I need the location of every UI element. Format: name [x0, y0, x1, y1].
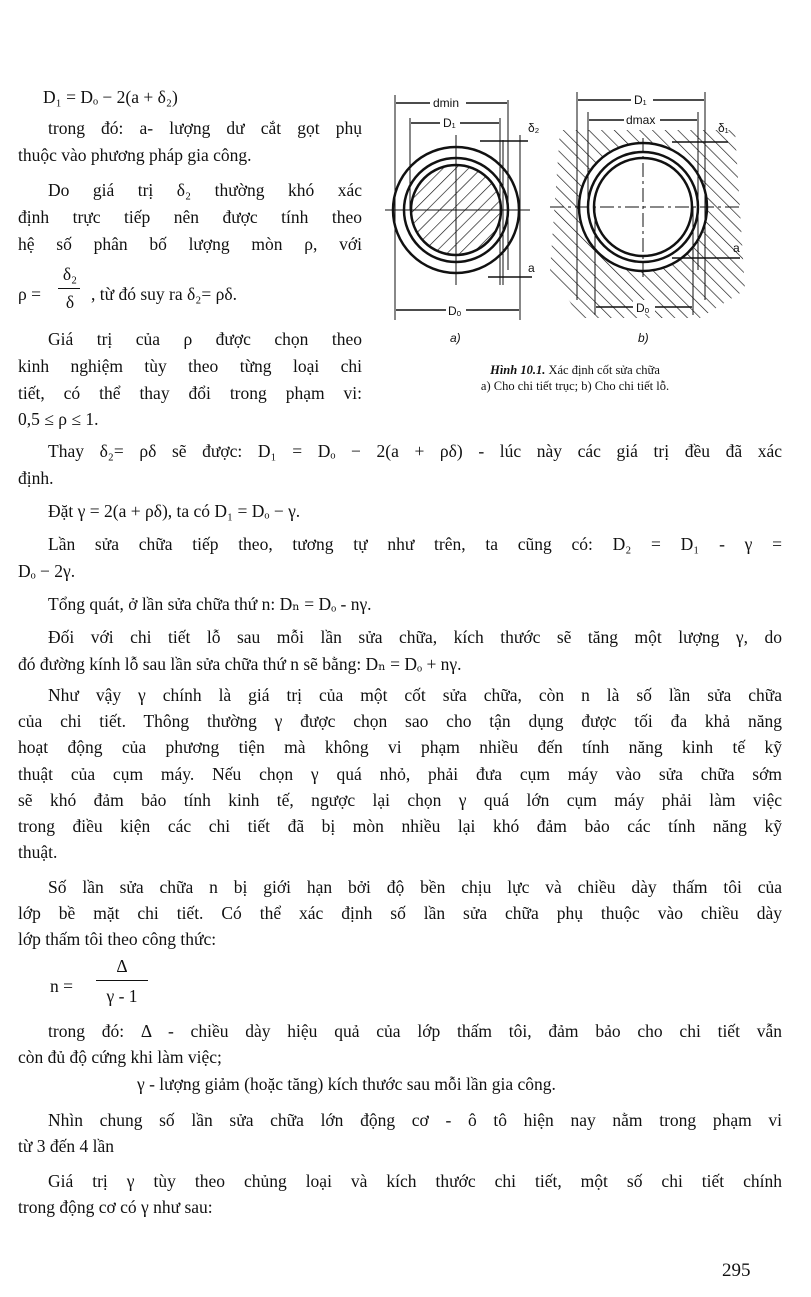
text-line: đó đường kính lỗ sau lần sửa chữa thứ n sẽ bằng: Dₙ = Dₒ + nγ.: [18, 654, 462, 674]
label-delta2: δ₂: [528, 121, 540, 135]
text-line: lớp thấm tôi theo công thức:: [18, 929, 217, 949]
text-line: lớp bề mặt chi tiết. Có thể xác định số lần sửa chữa phụ thuộc vào chiều dày: [18, 903, 782, 923]
label-sub-b: b): [638, 331, 649, 345]
label-a-shaft: a: [528, 261, 535, 275]
text-line: Đặt γ = 2(a + ρδ), ta có D₁ = Dₒ − γ.: [48, 501, 301, 521]
rho-denominator: δ: [65, 292, 75, 312]
text-line: của chi tiết. Thông thường γ được chọn sao cho tận dụng được tối đa khả năng: [18, 711, 782, 731]
fraction-bar: [96, 980, 148, 981]
rho-lhs: ρ =: [18, 284, 41, 304]
text-line: Dₒ − 2γ.: [18, 561, 76, 581]
label-do-b: Dₒ: [636, 301, 650, 315]
label-dmax: dmax: [626, 113, 656, 127]
formula-d1: D₁ = Dₒ − 2(a + δ₂): [43, 87, 178, 107]
text-line: trong điều kiện các chi tiết đã bị mòn nhiều lại khó đảm bảo các tính năng kỹ: [18, 816, 782, 836]
text-line: sẽ khó đảm bảo tính kinh tế, ngược lại chọn γ quá lớn cụm máy phải làm việc: [18, 790, 782, 810]
text-line: Nhìn chung số lần sửa chữa lớn động cơ - ô tô hiện nay nằm trong phạm vi: [48, 1110, 782, 1130]
page-number: 295: [722, 1260, 751, 1281]
label-a-hole: a: [733, 241, 740, 255]
text-line: Giá trị γ tùy theo chủng loại và kích thước chi tiết, một số chi tiết chính: [48, 1171, 782, 1191]
text-line: tiết, có thể thay đổi trong phạm vi:: [18, 383, 362, 403]
text-line: định trực tiếp nên được tính theo: [18, 207, 362, 227]
text-line: Tổng quát, ở lần sửa chữa thứ n: Dₙ = Dₒ - nγ.: [48, 594, 372, 614]
n-lhs: n =: [50, 976, 73, 996]
text-line: từ 3 đến 4 lần: [18, 1136, 114, 1156]
text-line: thuật.: [18, 842, 58, 862]
text-line: 0,5 ≤ ρ ≤ 1.: [18, 409, 99, 429]
rho-numerator: δ₂: [62, 264, 78, 284]
text-line: Giá trị của ρ được chọn theo: [48, 329, 362, 349]
text-line: Lần sửa chữa tiếp theo, tương tự như trên, ta cũng có: D₂ = D₁ - γ =: [48, 534, 782, 554]
label-sub-a: a): [450, 331, 461, 345]
text-line: Đối với chi tiết lỗ sau mỗi lần sửa chữa, kích thước sẽ tăng một lượng γ, do: [48, 627, 782, 647]
n-numerator: Δ: [116, 956, 128, 976]
text-line: hệ số phân bố lượng mòn ρ, với: [18, 234, 362, 254]
text-line: Thay δ₂= ρδ sẽ được: D₁ = Dₒ − 2(a + ρδ) - lúc này các giá trị đều đã xác: [48, 441, 782, 461]
text-line: thuộc vào phương pháp gia công.: [18, 145, 252, 165]
text-line: hoạt động của phương tiện mà không vi phạm nhiều đến tính năng kinh tế kỹ: [18, 737, 782, 757]
text-line: kinh nghiệm tùy theo từng loại chi: [18, 356, 362, 376]
label-do-a: Dₒ: [448, 304, 462, 318]
caption-sub: a) Cho chi tiết trục; b) Cho chi tiết lỗ.: [480, 379, 670, 393]
text-line: còn đủ độ cứng khi làm việc;: [18, 1047, 222, 1067]
text-line: γ - lượng giảm (hoặc tăng) kích thước sau mỗi lần gia công.: [137, 1074, 556, 1094]
text-line: thuật của cụm máy. Nếu chọn γ quá nhỏ, phải đưa cụm máy vào sửa chữa sớm: [18, 764, 782, 784]
caption-text: Xác định cốt sửa chữa: [548, 363, 660, 377]
figure-10-1: [0, 0, 811, 400]
figure-caption: [400, 363, 750, 378]
label-d1-b: D₁: [634, 93, 647, 107]
n-denominator: γ - 1: [106, 986, 138, 1006]
label-delta1: δ₁: [718, 121, 729, 135]
text-line: trong đó: Δ - chiều dày hiệu quả của lớp thấm tôi, đảm bảo cho chi tiết vẫn: [48, 1021, 782, 1041]
text-line: Như vậy γ chính là giá trị của một cốt sửa chữa, còn n là số lần sửa chữa: [48, 685, 782, 705]
text-line: Do giá trị δ₂ thường khó xác: [48, 180, 362, 200]
caption-title: Hình 10.1.: [490, 363, 546, 377]
rho-rest: , từ đó suy ra δ₂= ρδ.: [91, 284, 237, 304]
text-line: định.: [18, 468, 54, 488]
text-line: trong đó: a- lượng dư cắt gọt phụ: [48, 118, 362, 138]
label-dmin: dmin: [433, 96, 460, 110]
label-d1-a: D₁: [443, 116, 456, 130]
text-line: Số lần sửa chữa n bị giới hạn bởi độ bền chịu lực và chiều dày thấm tôi của: [48, 877, 782, 897]
text-line: trong động cơ có γ như sau:: [18, 1197, 213, 1217]
